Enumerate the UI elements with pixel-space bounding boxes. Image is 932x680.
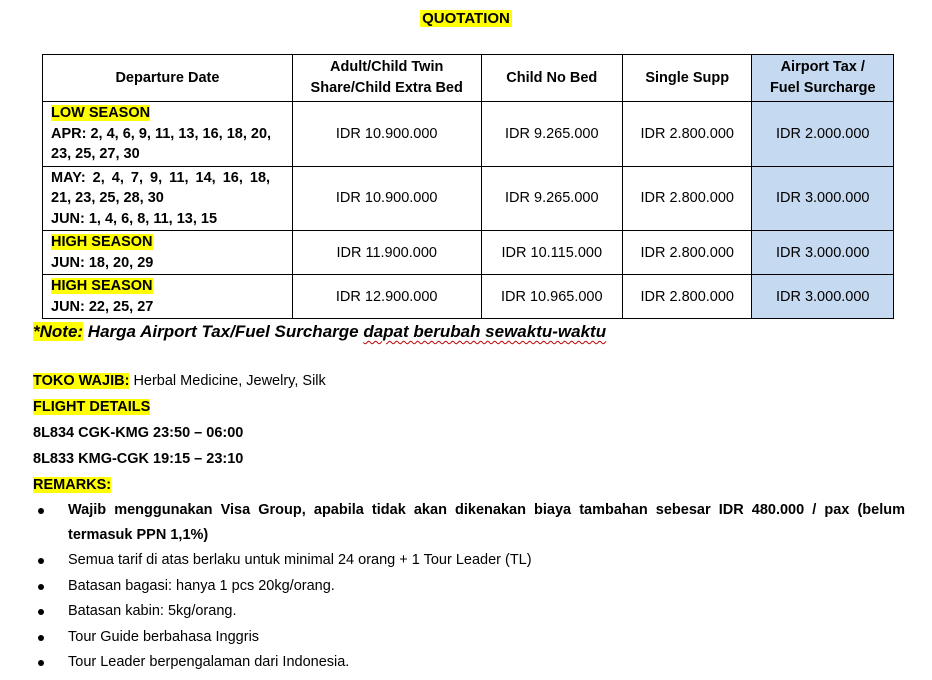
season-label: LOW SEASON (51, 105, 151, 121)
document-title: QUOTATION (422, 10, 510, 27)
toko-wajib-label: TOKO WAJIB: (33, 373, 130, 389)
list-item: Wajib menggunakan Visa Group, apabila tidak akan dikenakan biaya tambahan sebesar IDR 480.000 / pax (belum termasuk PPN 1,1%) (33, 498, 905, 548)
header-child-no-bed: Child No Bed (481, 55, 622, 102)
price-single-supp: IDR 2.800.000 (623, 102, 752, 167)
note (33, 322, 606, 342)
price-airport-tax: IDR 2.000.000 (752, 102, 894, 167)
price-airport-tax: IDR 3.000.000 (752, 275, 894, 319)
price-twin: IDR 10.900.000 (292, 166, 481, 231)
toko-wajib (33, 373, 326, 389)
price-single-supp: IDR 2.800.000 (623, 166, 752, 231)
flight-details-label: FLIGHT DETAILS (33, 399, 151, 415)
price-single-supp: IDR 2.800.000 (623, 231, 752, 275)
header-airport-tax: Airport Tax / Fuel Surcharge (752, 55, 894, 102)
list-item: Semua tarif di atas berlaku untuk minimal 24 orang + 1 Tour Leader (TL) (33, 548, 905, 574)
flight-line: 8L834 CGK-KMG 23:50 – 06:00 (33, 425, 244, 441)
remarks-label: REMARKS: (33, 477, 112, 493)
table-row (43, 231, 894, 275)
price-twin: IDR 12.900.000 (292, 275, 481, 319)
price-airport-tax: IDR 3.000.000 (752, 231, 894, 275)
price-child-no-bed: IDR 10.965.000 (481, 275, 622, 319)
header-departure-date: Departure Date (43, 55, 293, 102)
table-row (43, 275, 894, 319)
price-child-no-bed: IDR 9.265.000 (481, 166, 622, 231)
season-label: HIGH SEASON (51, 278, 153, 294)
header-single-supp: Single Supp (623, 55, 752, 102)
remarks-list (33, 498, 905, 676)
price-twin: IDR 10.900.000 (292, 102, 481, 167)
list-item: Tour Leader berpengalaman dari Indonesia. (33, 650, 905, 676)
quotation-table (42, 54, 894, 319)
flight-line: 8L833 KMG-CGK 19:15 – 23:10 (33, 451, 244, 467)
list-item: Batasan bagasi: hanya 1 pcs 20kg/orang. (33, 574, 905, 600)
price-single-supp: IDR 2.800.000 (623, 275, 752, 319)
table-header-row (43, 55, 894, 102)
list-item: Batasan kabin: 5kg/orang. (33, 599, 905, 625)
table-row (43, 166, 894, 231)
price-twin: IDR 11.900.000 (292, 231, 481, 275)
price-airport-tax: IDR 3.000.000 (752, 166, 894, 231)
price-child-no-bed: IDR 9.265.000 (481, 102, 622, 167)
departure-cell: HIGH SEASON JUN: 18, 20, 29 (43, 231, 293, 275)
list-item: Tour Guide berbahasa Inggris (33, 625, 905, 651)
note-label: *Note: (33, 322, 84, 341)
header-twin-share: Adult/Child Twin Share/Child Extra Bed (292, 55, 481, 102)
note-text-underlined: dapat berubah sewaktu-waktu (363, 322, 607, 341)
note-text: Harga Airport Tax/Fuel Surcharge (87, 322, 364, 341)
table-row (43, 102, 894, 167)
departure-cell: HIGH SEASON JUN: 22, 25, 27 (43, 275, 293, 319)
departure-cell: MAY: 2, 4, 7, 9, 11, 14, 16, 18, 21, 23, 25, 28, 30 JUN: 1, 4, 6, 8, 11, 13, 15 (43, 166, 293, 231)
toko-wajib-value: Herbal Medicine, Jewelry, Silk (133, 373, 326, 389)
season-label: HIGH SEASON (51, 234, 153, 250)
departure-cell: LOW SEASON APR: 2, 4, 6, 9, 11, 13, 16, 18, 20, 23, 25, 27, 30 (43, 102, 293, 167)
price-child-no-bed: IDR 10.115.000 (481, 231, 622, 275)
